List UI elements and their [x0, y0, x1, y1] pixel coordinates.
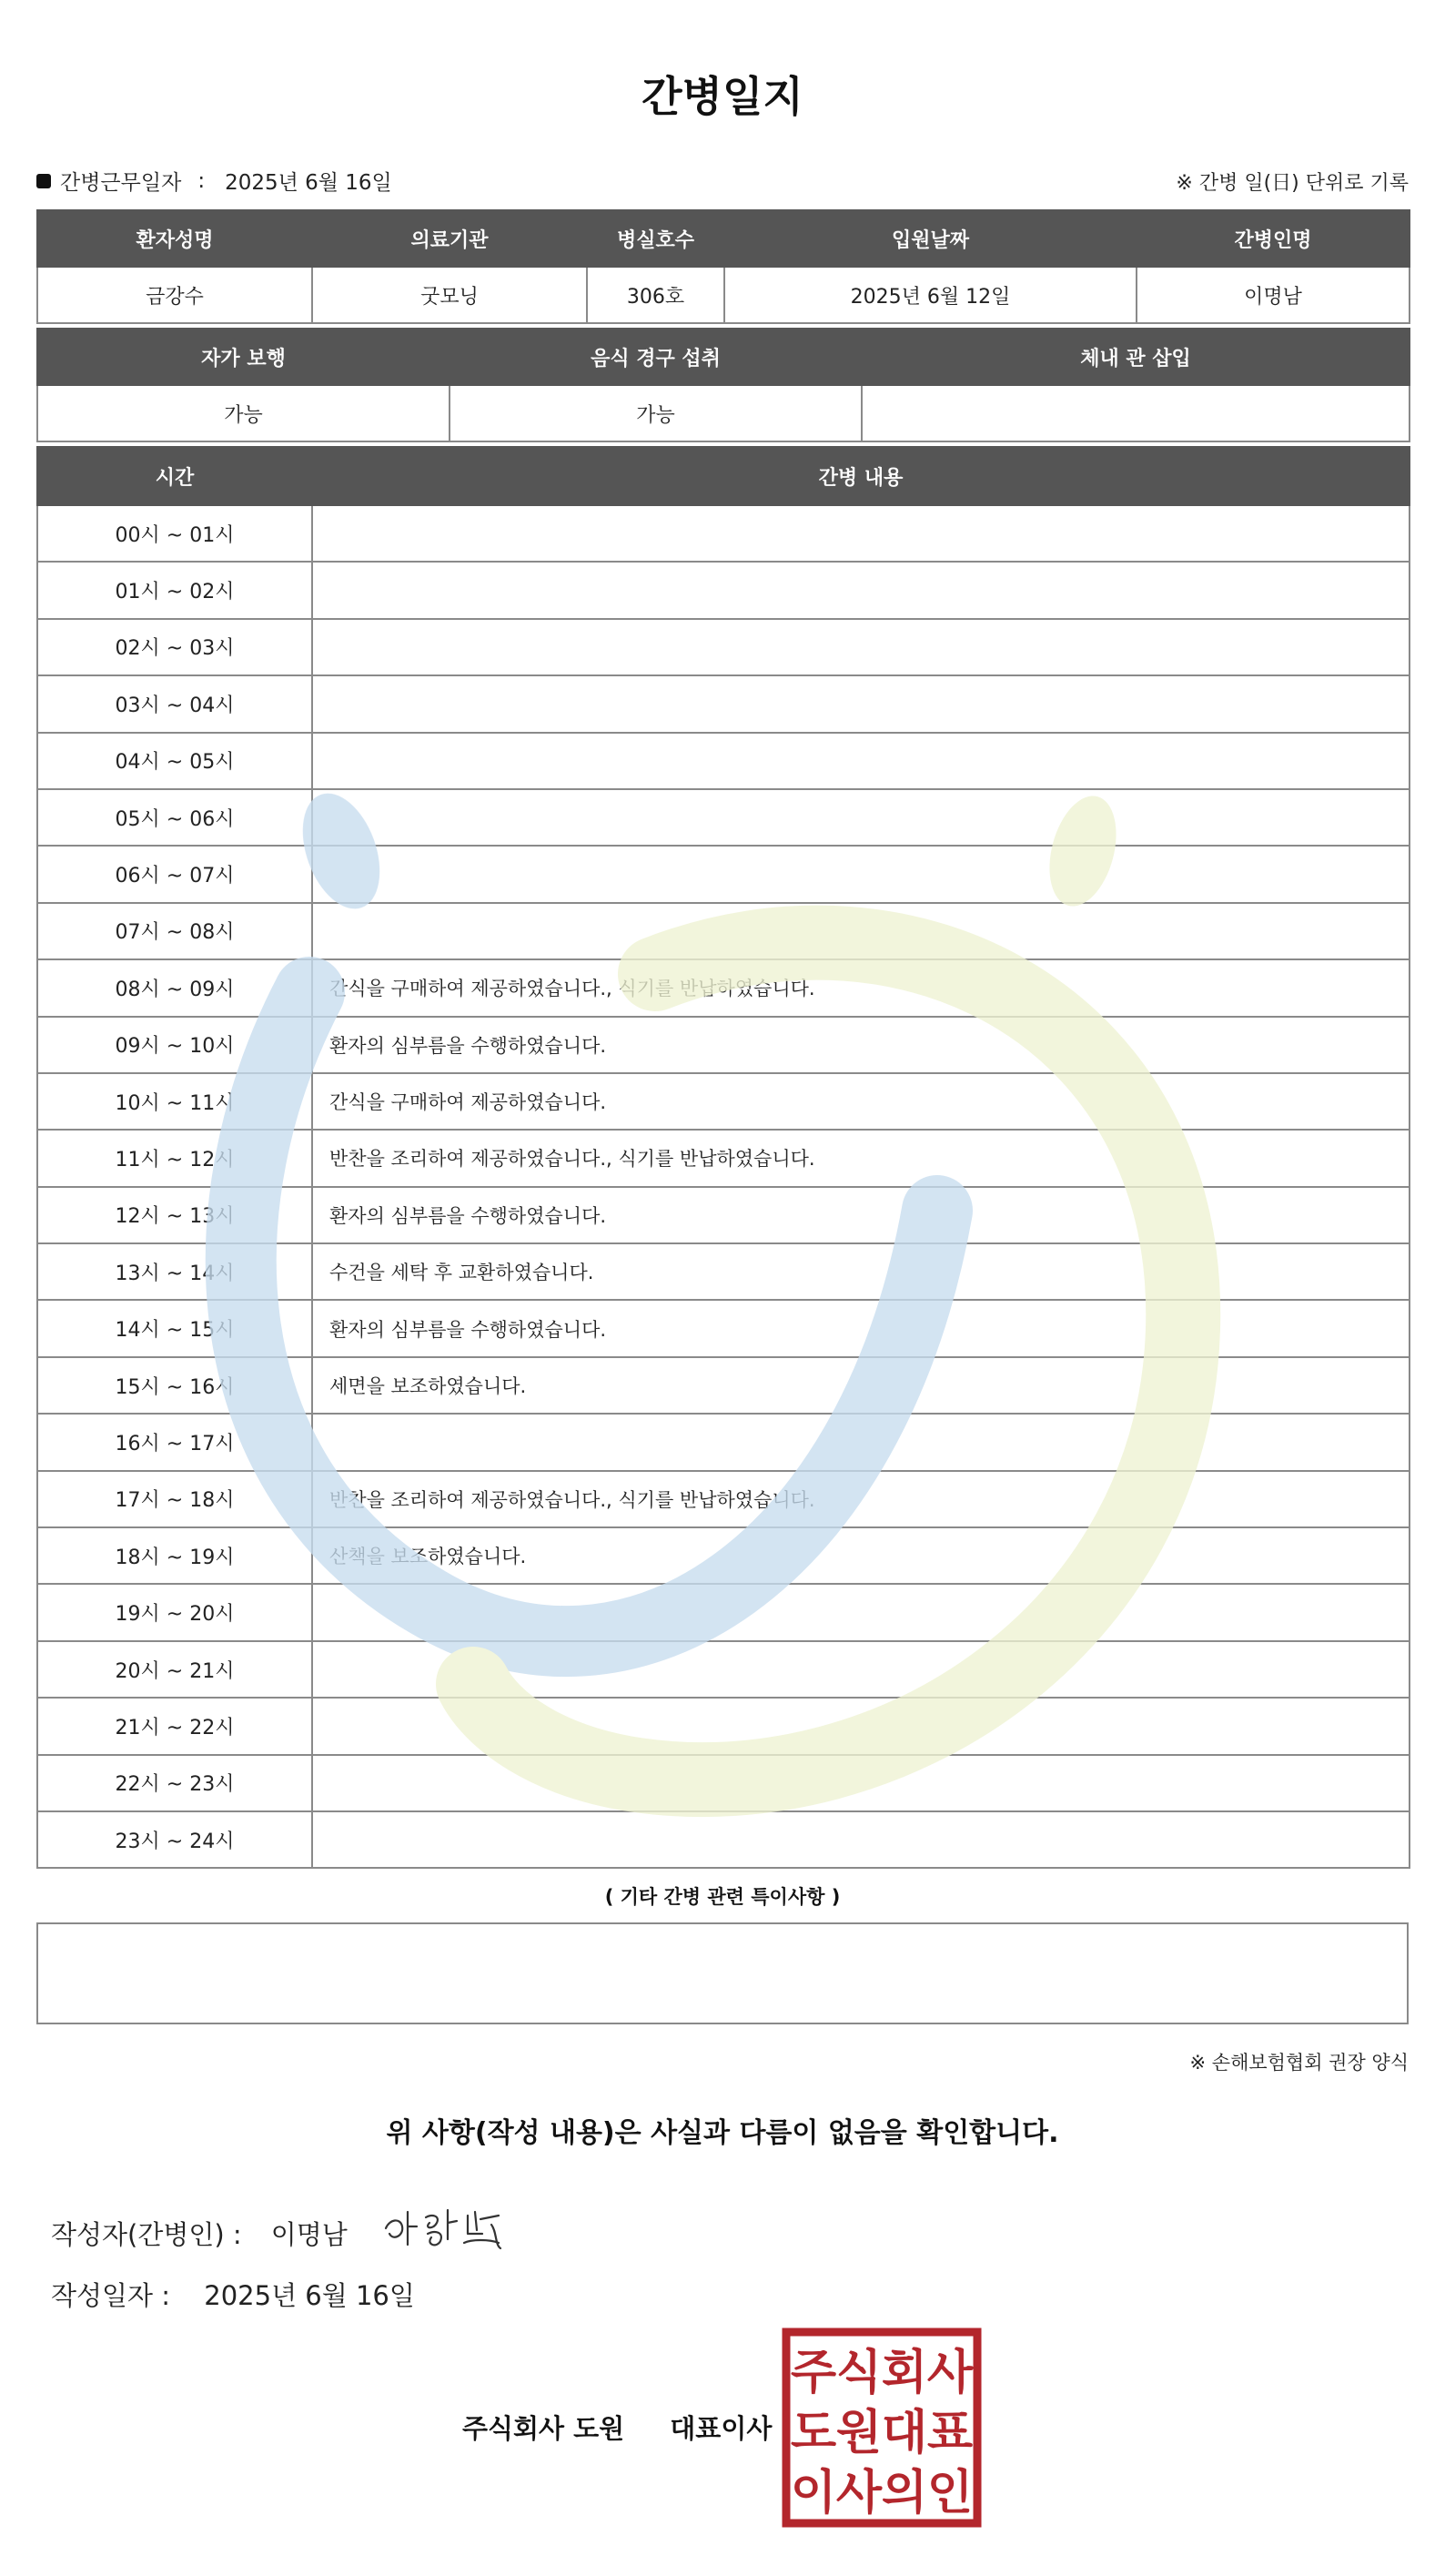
care-content-cell [312, 505, 1410, 562]
header-caregiver-name: 간병인명 [1137, 210, 1410, 267]
remarks-title: ( 기타 간병 관련 특이사항 ) [604, 1886, 841, 1908]
table-row [37, 1300, 1410, 1356]
patient-info-table [36, 209, 1410, 324]
admission-date-value: 2025년 6월 12일 [724, 267, 1137, 323]
time-cell: 19시 ~ 20시 [37, 1584, 312, 1640]
table-row [37, 903, 1410, 959]
table-row [37, 1187, 1410, 1243]
time-cell: 16시 ~ 17시 [37, 1414, 312, 1470]
care-content-cell [312, 733, 1410, 789]
care-content-cell: 환자의 심부름을 수행하였습니다. [312, 1300, 1410, 1356]
unit-note: ※ 간병 일(日) 단위로 기록 [1176, 172, 1409, 195]
seal-character: 식 [835, 2346, 883, 2400]
table-row [37, 1811, 1410, 1868]
time-cell: 12시 ~ 13시 [37, 1187, 312, 1243]
table-row [37, 1641, 1410, 1698]
time-cell: 14시 ~ 15시 [37, 1300, 312, 1356]
header-oral-intake: 음식 경구 섭취 [450, 329, 862, 385]
care-content-cell [312, 1698, 1410, 1754]
signature [380, 2203, 517, 2257]
care-content-cell: 수건을 세탁 후 교환하였습니다. [312, 1243, 1410, 1300]
time-cell: 07시 ~ 08시 [37, 903, 312, 959]
seal-character: 인 [926, 2466, 974, 2520]
care-content-cell: 간식을 구매하여 제공하였습니다. [312, 1073, 1410, 1130]
seal-character: 도 [790, 2406, 837, 2460]
header-admission-date: 입원날짜 [724, 210, 1137, 267]
table-row [37, 505, 1410, 562]
table-row [37, 959, 1410, 1016]
care-content-cell [312, 1584, 1410, 1640]
time-cell: 02시 ~ 03시 [37, 619, 312, 675]
header-tube-insertion: 체내 관 삽입 [862, 329, 1410, 385]
table-row [37, 1527, 1410, 1584]
written-date-label: 작성일자 : [51, 2280, 171, 2311]
care-log-table [36, 446, 1410, 1869]
time-cell: 21시 ~ 22시 [37, 1698, 312, 1754]
seal-character: 대 [881, 2406, 928, 2460]
care-content-cell [312, 1414, 1410, 1470]
patient-info-header-row [37, 210, 1410, 267]
care-content-cell: 환자의 심부름을 수행하였습니다. [312, 1187, 1410, 1243]
author-label: 작성자(간병인) : [51, 2218, 242, 2250]
time-cell: 05시 ~ 06시 [37, 789, 312, 846]
care-content-cell: 반찬을 조리하여 제공하였습니다., 식기를 반납하였습니다. [312, 1471, 1410, 1527]
table-row [37, 1471, 1410, 1527]
written-date-line [51, 2276, 415, 2313]
time-cell: 15시 ~ 16시 [37, 1357, 312, 1414]
header-patient-name: 환자성명 [37, 210, 312, 267]
care-content-cell: 세면을 보조하였습니다. [312, 1357, 1410, 1414]
table-row [37, 562, 1410, 618]
time-cell: 06시 ~ 07시 [37, 846, 312, 902]
care-content-cell [312, 1755, 1410, 1811]
time-cell: 00시 ~ 01시 [37, 505, 312, 562]
caregiver-name-value: 이명남 [1137, 267, 1410, 323]
time-cell: 23시 ~ 24시 [37, 1811, 312, 1868]
status-info-value-row [37, 385, 1410, 441]
self-walking-value: 가능 [37, 385, 450, 441]
seal-character: 원 [835, 2406, 883, 2460]
status-info-table [36, 328, 1410, 442]
duty-date-separator: : [197, 168, 206, 193]
header-self-walking: 자가 보행 [37, 329, 450, 385]
care-content-cell [312, 846, 1410, 902]
duty-date-value: 2025년 6월 16일 [225, 171, 392, 195]
time-cell: 08시 ~ 09시 [37, 959, 312, 1016]
page-title: 간병일지 [642, 72, 803, 121]
seal-character: 주 [790, 2346, 837, 2400]
table-row [37, 1698, 1410, 1754]
table-row [37, 1414, 1410, 1470]
table-row [37, 1017, 1410, 1073]
time-cell: 13시 ~ 14시 [37, 1243, 312, 1300]
time-cell: 20시 ~ 21시 [37, 1641, 312, 1698]
seal-character: 의 [881, 2466, 928, 2520]
seal-character: 사 [835, 2466, 883, 2520]
care-content-cell [312, 619, 1410, 675]
room-number-value: 306호 [587, 267, 724, 323]
oral-intake-value: 가능 [450, 385, 862, 441]
company-seal [781, 2327, 983, 2529]
table-row [37, 1130, 1410, 1186]
table-row [37, 1755, 1410, 1811]
care-content-cell: 반찬을 조리하여 제공하였습니다., 식기를 반납하였습니다. [312, 1130, 1410, 1186]
time-cell: 03시 ~ 04시 [37, 675, 312, 732]
care-content-cell [312, 1641, 1410, 1698]
remarks-box [36, 1922, 1409, 2024]
header-care-content: 간병 내용 [312, 447, 1410, 505]
written-date-value: 2025년 6월 16일 [204, 2280, 415, 2311]
time-cell: 22시 ~ 23시 [37, 1755, 312, 1811]
time-cell: 04시 ~ 05시 [37, 733, 312, 789]
time-cell: 11시 ~ 12시 [37, 1130, 312, 1186]
table-row [37, 789, 1410, 846]
time-cell: 18시 ~ 19시 [37, 1527, 312, 1584]
author-name: 이명남 [270, 2218, 348, 2250]
insurer-note: ※ 손해보험협회 권장 양식 [1189, 2052, 1409, 2074]
table-row [37, 733, 1410, 789]
seal-character: 표 [926, 2406, 974, 2460]
care-content-cell: 환자의 심부름을 수행하였습니다. [312, 1017, 1410, 1073]
table-row [37, 1357, 1410, 1414]
header-room-number: 병실호수 [587, 210, 724, 267]
duty-date-label: 간병근무일자 [60, 171, 182, 195]
company-name: 주식회사 도원 [462, 2413, 625, 2444]
hospital-value: 굿모닝 [312, 267, 587, 323]
confirmation-statement: 위 사항(작성 내용)은 사실과 다름이 없음을 확인합니다. [386, 2117, 1059, 2149]
seal-character: 사 [926, 2346, 974, 2400]
time-cell: 10시 ~ 11시 [37, 1073, 312, 1130]
table-row [37, 1243, 1410, 1300]
care-content-cell: 산책을 보조하였습니다. [312, 1527, 1410, 1584]
care-log-header-row [37, 447, 1410, 505]
table-row [37, 846, 1410, 902]
care-content-cell [312, 675, 1410, 732]
time-cell: 17시 ~ 18시 [37, 1471, 312, 1527]
care-content-cell: 간식을 구매하여 제공하였습니다., 식기를 반납하였습니다. [312, 959, 1410, 1016]
patient-info-value-row [37, 267, 1410, 323]
table-row [37, 619, 1410, 675]
bullet-icon [36, 174, 51, 188]
table-row [37, 1584, 1410, 1640]
header-hospital: 의료기관 [312, 210, 587, 267]
care-content-cell [312, 562, 1410, 618]
header-time: 시간 [37, 447, 312, 505]
duty-date-line [36, 166, 392, 196]
time-cell: 01시 ~ 02시 [37, 562, 312, 618]
seal-character: 이 [790, 2466, 837, 2520]
status-info-header-row [37, 329, 1410, 385]
care-content-cell [312, 1811, 1410, 1868]
seal-character: 회 [881, 2346, 928, 2400]
tube-insertion-value [862, 385, 1410, 441]
table-row [37, 1073, 1410, 1130]
patient-name-value: 금강수 [37, 267, 312, 323]
care-content-cell [312, 903, 1410, 959]
time-cell: 09시 ~ 10시 [37, 1017, 312, 1073]
representative-title: 대표이사 [670, 2413, 773, 2444]
table-row [37, 675, 1410, 732]
company-line [462, 2409, 772, 2446]
author-line [51, 2208, 517, 2257]
care-content-cell [312, 789, 1410, 846]
